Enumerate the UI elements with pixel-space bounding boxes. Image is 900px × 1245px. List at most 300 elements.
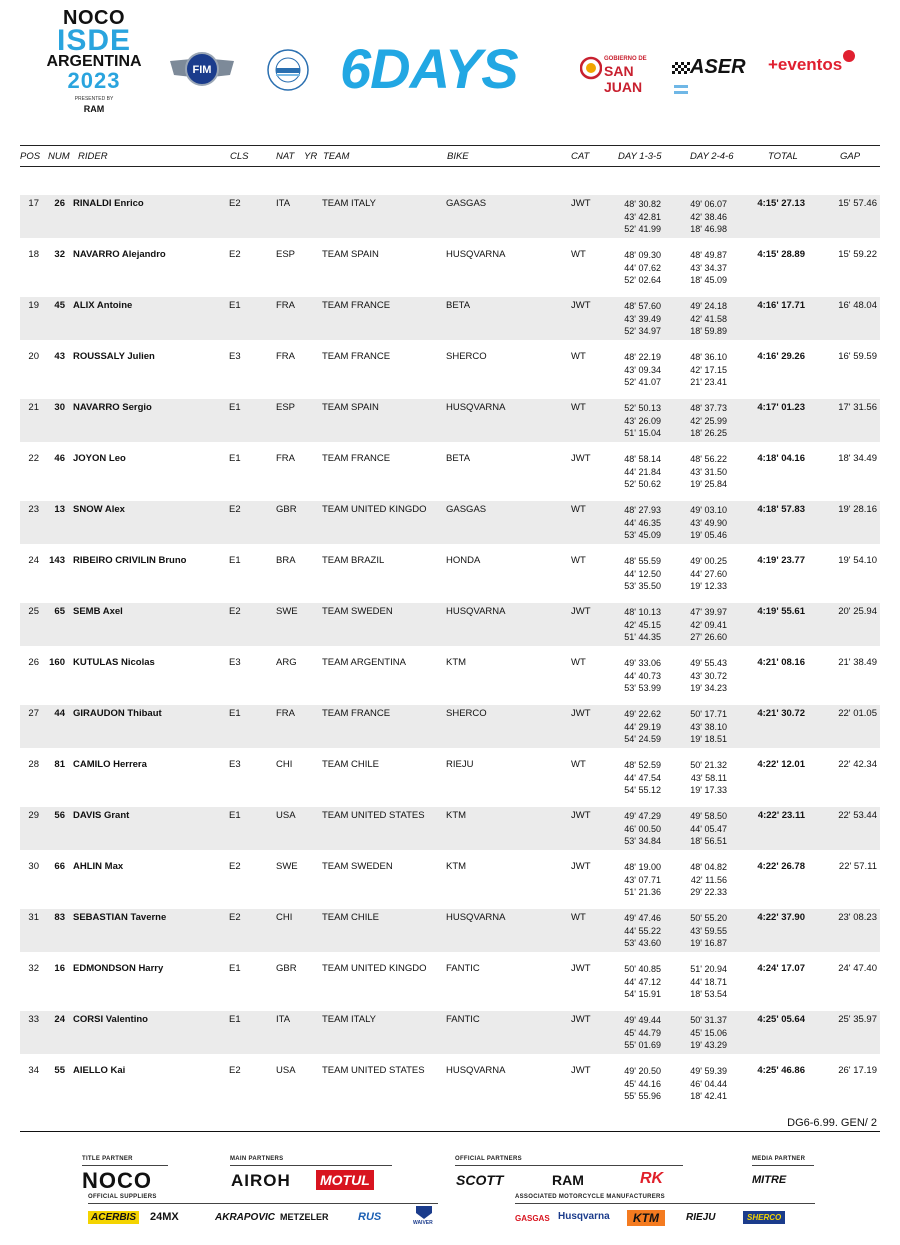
row-rider: RINALDI Enrico: [73, 198, 144, 209]
row-rider: CORSI Valentino: [73, 1014, 148, 1025]
day-time: 27' 26.60: [690, 632, 727, 643]
row-gap: 26' 17.19: [838, 1065, 877, 1076]
row-gap: 15' 59.22: [838, 249, 877, 260]
row-day135-times: [610, 810, 661, 848]
day-time: 18' 56.51: [690, 836, 727, 847]
table-row: [20, 909, 880, 952]
row-cat: JWT: [571, 861, 591, 872]
row-cat: JWT: [571, 606, 591, 617]
table-row: [20, 246, 880, 289]
day-time: 43' 59.55: [690, 925, 727, 936]
col-cat: CAT: [571, 151, 590, 162]
row-num: 83: [54, 912, 65, 923]
row-num: 24: [54, 1014, 65, 1025]
row-pos: 28: [28, 759, 39, 770]
event-logo: NOCO ISDE ARGENTINA 2023 PRESENTED BY RAM: [46, 7, 142, 114]
row-total: 4:19' 23.77: [757, 555, 805, 566]
day-time: 42' 45.15: [624, 619, 661, 630]
day-time: 19' 18.51: [690, 734, 727, 745]
row-gap: 21' 38.49: [838, 657, 877, 668]
row-total: 4:21' 30.72: [757, 708, 805, 719]
row-rider: EDMONDSON Harry: [73, 963, 164, 974]
row-total: 4:25' 46.86: [757, 1065, 805, 1076]
row-team: TEAM SWEDEN: [322, 606, 393, 617]
row-team: TEAM CHILE: [322, 759, 380, 770]
row-num: 143: [49, 555, 65, 566]
row-pos: 25: [28, 606, 39, 617]
row-pos: 26: [28, 657, 39, 668]
col-cls: CLS: [230, 151, 249, 162]
row-nat: USA: [276, 1065, 296, 1076]
row-num: 13: [54, 504, 65, 515]
row-bike: RIEJU: [446, 759, 474, 770]
row-day135-times: [610, 504, 661, 542]
day-time: 44' 40.73: [624, 670, 661, 681]
table-row: [20, 348, 880, 391]
row-day246-times: [675, 759, 727, 797]
row-cls: E3: [229, 351, 241, 362]
table-row: [20, 654, 880, 697]
mitre-sponsor-logo: MITRE: [752, 1174, 787, 1186]
row-cat: WT: [571, 504, 586, 515]
row-bike: HUSQVARNA: [446, 402, 506, 413]
row-cat: JWT: [571, 300, 591, 311]
row-bike: HUSQVARNA: [446, 1065, 506, 1076]
day-time: 49' 47.46: [624, 913, 661, 923]
row-day246-times: [675, 708, 727, 746]
row-num: 26: [54, 198, 65, 209]
row-cat: WT: [571, 351, 586, 362]
row-gap: 16' 59.59: [838, 351, 877, 362]
day-time: 19' 34.23: [690, 683, 727, 694]
row-nat: FRA: [276, 300, 295, 311]
day-time: 42' 11.56: [690, 874, 727, 885]
table-row: [20, 603, 880, 646]
row-total: 4:22' 23.11: [757, 810, 805, 821]
row-bike: GASGAS: [446, 504, 487, 515]
row-cat: JWT: [571, 453, 591, 464]
associated-manufacturers-label: ASSOCIATED MOTORCYCLE MANUFACTURERS: [515, 1194, 665, 1200]
day-time: 51' 20.94: [690, 964, 727, 974]
row-total: 4:18' 04.16: [757, 453, 805, 464]
row-day135-times: [610, 912, 661, 950]
waiver-sponsor-logo: WAIVER: [413, 1220, 433, 1226]
row-cls: E1: [229, 453, 241, 464]
day-time: 29' 22.33: [690, 887, 727, 898]
day-time: 44' 47.54: [624, 772, 661, 783]
day-time: 48' 49.87: [690, 250, 727, 260]
cam-logo: [266, 48, 310, 92]
day-time: 48' 27.93: [624, 505, 661, 515]
day-time: 45' 44.16: [624, 1078, 661, 1089]
row-cls: E1: [229, 1014, 241, 1025]
row-num: 55: [54, 1065, 65, 1076]
row-cat: WT: [571, 402, 586, 413]
day-time: 49' 59.39: [690, 1066, 727, 1076]
day-time: 51' 44.35: [624, 632, 661, 643]
row-nat: CHI: [276, 912, 293, 923]
row-gap: 22' 42.34: [838, 759, 877, 770]
row-day135-times: [610, 198, 661, 236]
col-rider: RIDER: [78, 151, 108, 162]
row-gap: 15' 57.46: [838, 198, 877, 209]
row-bike: HONDA: [446, 555, 481, 566]
table-row: [20, 705, 880, 748]
table-row: [20, 1062, 880, 1105]
table-row: [20, 858, 880, 901]
row-team: TEAM CHILE: [322, 912, 380, 923]
row-team: TEAM SPAIN: [322, 402, 379, 413]
row-cat: JWT: [571, 708, 591, 719]
row-team: TEAM ITALY: [322, 1014, 377, 1025]
akrapovic-sponsor-logo: AKRAPOVIC: [215, 1212, 276, 1223]
day-time: 54' 55.12: [624, 785, 661, 796]
row-day246-times: [675, 504, 727, 542]
row-day246-times: [675, 402, 727, 440]
day-time: 49' 06.07: [690, 199, 727, 209]
day-time: 51' 15.04: [624, 428, 661, 439]
day-time: 50' 31.37: [690, 1015, 727, 1025]
gasgas-sponsor-logo: GASGAS: [515, 1214, 550, 1223]
row-bike: FANTIC: [446, 963, 480, 974]
row-nat: ESP: [276, 402, 296, 413]
day-time: 19' 05.46: [690, 530, 727, 541]
day-time: 42' 41.58: [690, 313, 727, 324]
row-rider: AIELLO Kai: [73, 1065, 126, 1076]
row-total: 4:16' 29.26: [757, 351, 805, 362]
footer-rule: [20, 1131, 880, 1132]
row-cat: WT: [571, 657, 586, 668]
row-day246-times: [675, 657, 727, 695]
row-total: 4:19' 55.61: [757, 606, 805, 617]
row-nat: USA: [276, 810, 296, 821]
day-time: 43' 34.37: [690, 262, 727, 273]
row-bike: FANTIC: [446, 1014, 480, 1025]
row-pos: 19: [28, 300, 39, 311]
day-time: 49' 49.44: [624, 1015, 661, 1025]
day-time: 44' 05.47: [690, 823, 727, 834]
day-time: 52' 02.64: [624, 275, 661, 286]
row-cls: E2: [229, 249, 241, 260]
day-time: 44' 29.19: [624, 721, 661, 732]
day-time: 44' 47.12: [624, 976, 661, 987]
row-pos: 30: [28, 861, 39, 872]
row-day246-times: [675, 861, 727, 899]
row-gap: 25' 35.97: [838, 1014, 877, 1025]
row-rider: SEBASTIAN Taverne: [73, 912, 167, 923]
day-time: 54' 24.59: [624, 734, 661, 745]
row-num: 56: [54, 810, 65, 821]
row-gap: 18' 34.49: [838, 453, 877, 464]
row-cls: E1: [229, 810, 241, 821]
col-yr: YR: [304, 151, 318, 162]
row-cat: JWT: [571, 810, 591, 821]
row-bike: SHERCO: [446, 708, 487, 719]
table-row: [20, 450, 880, 493]
col-day246: DAY 2-4-6: [690, 151, 734, 162]
row-rider: JOYON Leo: [73, 453, 126, 464]
day-time: 44' 27.60: [690, 568, 727, 579]
row-num: 44: [54, 708, 65, 719]
row-total: 4:15' 27.13: [757, 198, 805, 209]
row-gap: 19' 28.16: [838, 504, 877, 515]
row-nat: FRA: [276, 351, 295, 362]
row-rider: GIRAUDON Thibaut: [73, 708, 162, 719]
row-day135-times: [610, 1065, 661, 1103]
row-day135-times: [610, 657, 661, 695]
main-partners-label: MAIN PARTNERS: [230, 1156, 284, 1162]
day-time: 43' 42.81: [624, 211, 661, 222]
row-pos: 32: [28, 963, 39, 974]
row-total: 4:21' 08.16: [757, 657, 805, 668]
day-time: 48' 57.60: [624, 301, 661, 311]
row-bike: KTM: [446, 657, 467, 668]
san-juan-emblem-icon: [580, 56, 602, 80]
row-day246-times: [675, 198, 727, 236]
row-day135-times: [610, 555, 661, 593]
row-cls: E1: [229, 963, 241, 974]
row-team: TEAM UNITED KINGDO: [322, 963, 427, 974]
row-nat: ITA: [276, 1014, 291, 1025]
row-bike: BETA: [446, 300, 471, 311]
day-time: 44' 12.50: [624, 568, 661, 579]
row-nat: ESP: [276, 249, 296, 260]
row-pos: 31: [28, 912, 39, 923]
page-code: DG6-6.99. GEN/ 2: [787, 1117, 877, 1129]
day-time: 44' 18.71: [690, 976, 727, 987]
col-total: TOTAL: [768, 151, 798, 162]
row-pos: 24: [28, 555, 39, 566]
day-time: 42' 09.41: [690, 619, 727, 630]
day-time: 19' 16.87: [690, 938, 727, 949]
official-suppliers-label: OFFICIAL SUPPLIERS: [88, 1194, 157, 1200]
six-days-logo: 6DAYS: [340, 37, 518, 100]
row-team: TEAM SWEDEN: [322, 861, 393, 872]
row-day246-times: [675, 555, 727, 593]
day-time: 50' 55.20: [690, 913, 727, 923]
row-pos: 27: [28, 708, 39, 719]
row-cls: E2: [229, 606, 241, 617]
row-total: 4:18' 57.83: [757, 504, 805, 515]
row-gap: 23' 08.23: [838, 912, 877, 923]
row-pos: 23: [28, 504, 39, 515]
row-pos: 21: [28, 402, 39, 413]
day-time: 48' 10.13: [624, 607, 661, 617]
row-total: 4:17' 01.23: [757, 402, 805, 413]
day-time: 18' 59.89: [690, 326, 727, 337]
day-time: 53' 43.60: [624, 938, 661, 949]
row-day135-times: [610, 708, 661, 746]
day-time: 18' 53.54: [690, 989, 727, 1000]
day-time: 43' 31.50: [690, 466, 727, 477]
row-day135-times: [610, 453, 661, 491]
24mx-sponsor-logo: 24MX: [150, 1211, 179, 1223]
day-time: 48' 52.59: [624, 760, 661, 770]
row-bike: HUSQVARNA: [446, 249, 506, 260]
day-time: 46' 04.44: [690, 1078, 727, 1089]
table-row: [20, 960, 880, 1003]
row-bike: KTM: [446, 810, 467, 821]
table-row: [20, 756, 880, 799]
row-nat: ITA: [276, 198, 291, 209]
row-bike: BETA: [446, 453, 471, 464]
day-time: 19' 12.33: [690, 581, 727, 592]
day-time: 52' 41.07: [624, 377, 661, 388]
day-time: 44' 46.35: [624, 517, 661, 528]
row-nat: CHI: [276, 759, 293, 770]
day-time: 48' 36.10: [690, 352, 727, 362]
day-time: 43' 39.49: [624, 313, 661, 324]
day-time: 48' 19.00: [624, 862, 661, 872]
col-nat: NAT: [276, 151, 295, 162]
row-gap: 22' 57.11: [838, 861, 877, 872]
day-time: 18' 45.09: [690, 275, 727, 286]
acerbis-sponsor-logo: ACERBIS: [88, 1211, 139, 1224]
row-total: 4:22' 26.78: [757, 861, 805, 872]
row-num: 65: [54, 606, 65, 617]
row-num: 16: [54, 963, 65, 974]
row-total: 4:15' 28.89: [757, 249, 805, 260]
row-day246-times: [675, 963, 727, 1001]
day-time: 43' 49.90: [690, 517, 727, 528]
aser-logo: ASER: [672, 56, 758, 78]
row-num: 43: [54, 351, 65, 362]
eventos-logo: +eventos: [768, 52, 856, 78]
airoh-sponsor-logo: AIROH: [231, 1171, 291, 1190]
day-time: 49' 20.50: [624, 1066, 661, 1076]
row-cls: E2: [229, 1065, 241, 1076]
row-team: TEAM UNITED STATES: [322, 810, 425, 821]
row-nat: GBR: [276, 963, 297, 974]
day-time: 50' 21.32: [690, 760, 727, 770]
row-rider: SEMB Axel: [73, 606, 123, 617]
row-rider: SNOW Alex: [73, 504, 125, 515]
day-time: 44' 55.22: [624, 925, 661, 936]
day-time: 53' 45.09: [624, 530, 661, 541]
day-time: 48' 58.14: [624, 454, 661, 464]
day-time: 43' 38.10: [690, 721, 727, 732]
row-nat: SWE: [276, 861, 298, 872]
table-row: [20, 501, 880, 544]
row-rider: RIBEIRO CRIVILIN Bruno: [73, 555, 187, 566]
row-rider: NAVARRO Sergio: [73, 402, 152, 413]
row-day246-times: [675, 249, 727, 287]
row-num: 160: [49, 657, 65, 668]
row-total: 4:22' 37.90: [757, 912, 805, 923]
row-gap: 16' 48.04: [838, 300, 877, 311]
row-day135-times: [610, 759, 661, 797]
day-time: 45' 15.06: [690, 1027, 727, 1038]
header-top-rule: [20, 145, 880, 146]
row-total: 4:16' 17.71: [757, 300, 805, 311]
row-cls: E3: [229, 657, 241, 668]
row-day246-times: [675, 1065, 727, 1103]
day-time: 18' 46.98: [690, 224, 727, 235]
rus-sponsor-logo: RUS: [358, 1211, 382, 1223]
row-team: TEAM FRANCE: [322, 300, 391, 311]
row-day135-times: [610, 861, 661, 899]
row-rider: AHLIN Max: [73, 861, 124, 872]
day-time: 19' 43.29: [690, 1040, 727, 1051]
day-time: 52' 34.97: [624, 326, 661, 337]
day-time: 21' 23.41: [690, 377, 727, 388]
day-time: 43' 26.09: [624, 415, 661, 426]
day-time: 53' 34.84: [624, 836, 661, 847]
row-gap: 20' 25.94: [838, 606, 877, 617]
eventos-badge-icon: [843, 50, 855, 62]
day-time: 45' 44.79: [624, 1027, 661, 1038]
day-time: 48' 04.82: [690, 862, 727, 872]
argentina-flag-icon: [674, 85, 688, 94]
row-cls: E1: [229, 555, 241, 566]
rieju-sponsor-logo: RIEJU: [686, 1212, 716, 1223]
day-time: 49' 03.10: [690, 505, 727, 515]
row-day135-times: [610, 300, 661, 338]
day-time: 47' 39.97: [690, 607, 727, 617]
day-time: 48' 09.30: [624, 250, 661, 260]
day-time: 44' 07.62: [624, 262, 661, 273]
row-num: 30: [54, 402, 65, 413]
media-partner-label: MEDIA PARTNER: [752, 1156, 806, 1162]
day-time: 46' 00.50: [624, 823, 661, 834]
day-time: 43' 58.11: [690, 772, 727, 783]
sherco-sponsor-logo: SHERCO: [743, 1211, 785, 1224]
day-time: 44' 21.84: [624, 466, 661, 477]
day-time: 49' 33.06: [624, 658, 661, 668]
row-day246-times: [675, 1014, 727, 1052]
row-day135-times: [610, 249, 661, 287]
day-time: 48' 30.82: [624, 199, 661, 209]
row-pos: 17: [28, 198, 39, 209]
row-rider: ROUSSALY Julien: [73, 351, 155, 362]
day-time: 49' 47.29: [624, 811, 661, 821]
row-nat: ARG: [276, 657, 297, 668]
row-pos: 29: [28, 810, 39, 821]
day-time: 52' 50.13: [624, 403, 661, 413]
row-cls: E1: [229, 402, 241, 413]
row-pos: 20: [28, 351, 39, 362]
row-cls: E3: [229, 759, 241, 770]
day-time: 48' 22.19: [624, 352, 661, 362]
row-bike: GASGAS: [446, 198, 487, 209]
row-nat: FRA: [276, 453, 295, 464]
title-partner-label: TITLE PARTNER: [82, 1156, 133, 1162]
table-row: [20, 552, 880, 595]
row-gap: 22' 53.44: [838, 810, 877, 821]
row-day135-times: [610, 606, 661, 644]
row-gap: 17' 31.56: [838, 402, 877, 413]
day-time: 49' 22.62: [624, 709, 661, 719]
row-day246-times: [675, 300, 727, 338]
row-team: TEAM FRANCE: [322, 453, 391, 464]
waiver-shield-icon: [415, 1205, 433, 1220]
fim-logo: [168, 47, 236, 91]
row-cat: JWT: [571, 1014, 591, 1025]
day-time: 18' 42.41: [690, 1091, 727, 1102]
metzeler-sponsor-logo: METZELER: [280, 1212, 329, 1222]
day-time: 49' 55.43: [690, 658, 727, 668]
row-cat: WT: [571, 759, 586, 770]
row-cls: E1: [229, 708, 241, 719]
row-cls: E2: [229, 504, 241, 515]
col-num: NUM: [48, 151, 70, 162]
row-pos: 34: [28, 1065, 39, 1076]
row-pos: 22: [28, 453, 39, 464]
row-team: TEAM SPAIN: [322, 249, 379, 260]
day-time: 55' 01.69: [624, 1040, 661, 1051]
day-time: 49' 58.50: [690, 811, 727, 821]
table-row: [20, 1011, 880, 1054]
